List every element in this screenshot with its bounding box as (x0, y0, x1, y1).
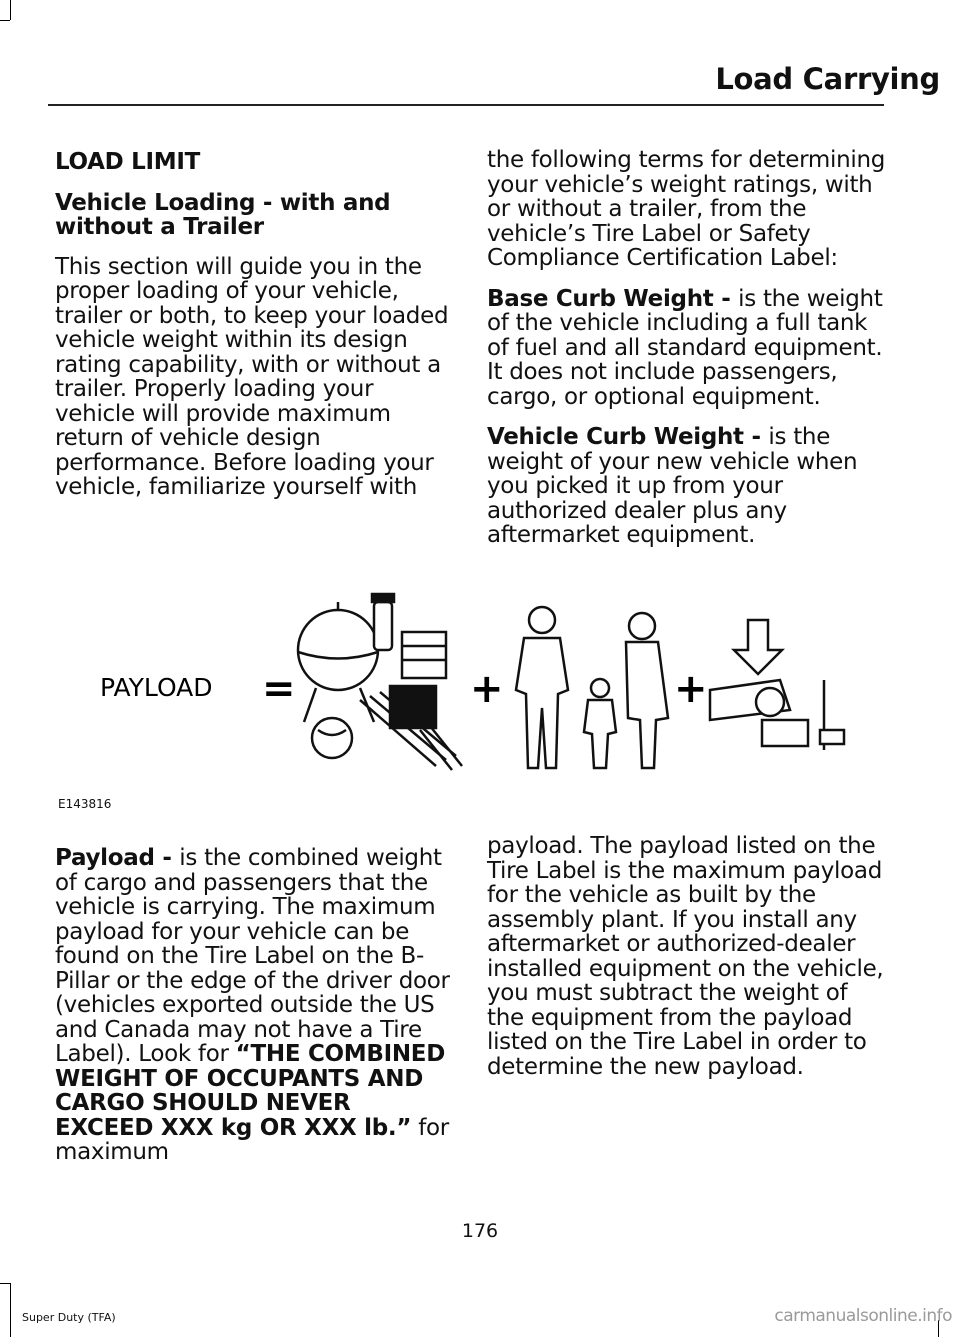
right-column-bottom (487, 834, 887, 1095)
figure-code: E143816 (58, 797, 112, 811)
intro-continued: the following terms for determining your vehicle’s weight ratings, with or without a trailer, from the vehicle’s Tire Label or Safety Compliance Certification Label: (487, 147, 886, 271)
crop-mark (10, 0, 11, 20)
intro-paragraph: This section will guide you in the proper loading of your vehicle, trailer or both, to keep your loaded vehicle weight within its design rating capability, with or without a trailer. Properly loading your vehicle will provide maximum return of vehicle design performance. Before loading your vehicle, familiarize yourself with (55, 253, 449, 500)
payload-definition-continued: payload. The payload listed on the Tire Label is the maximum payload for the vehicle as built by the assembly plant. If you install any aftermarket or authorized-dealer installed equipment on the vehicle, you must subtract the weight of the equipment from the payload listed on the Tire Label in order to determine the new payload. (487, 833, 884, 1080)
cargo-icon (298, 594, 462, 770)
page-header-title: Load Carrying (715, 62, 940, 96)
crop-mark (0, 20, 10, 21)
trailer-hitch-icon (710, 620, 844, 750)
definition-text: is the weight of the vehicle including a full tank of fuel and all standard equipment. It does not include passengers, cargo, or optional equipment. (487, 285, 883, 410)
left-column-bottom (55, 846, 455, 1181)
right-column-top (487, 148, 887, 564)
definition-text: is the weight of your new vehicle when you picked it up from your authorized dealer plus any aftermarket equipment. (487, 424, 858, 548)
payload-diagram (90, 590, 850, 780)
footer-watermark: carmanualsonline.info (774, 1306, 952, 1326)
page-number: 176 (461, 1220, 499, 1242)
payload-illustration (90, 590, 850, 780)
definition-tail: for maximum (55, 1114, 449, 1165)
vehicle-curb-weight-definition (487, 425, 887, 548)
section-subtitle: Vehicle Loading - with and without a Trailer (55, 189, 391, 240)
plus-sign: + (470, 666, 504, 712)
section-title: LOAD LIMIT (55, 149, 201, 175)
passengers-icon (516, 607, 668, 768)
crop-mark (10, 1283, 11, 1337)
header-divider (48, 104, 884, 106)
payload-definition (55, 846, 455, 1165)
left-column-top (55, 150, 455, 516)
base-curb-weight-definition (487, 287, 887, 410)
footer-model: Super Duty (TFA) (22, 1311, 116, 1324)
term: Base Curb Weight - (487, 285, 739, 312)
crop-mark (0, 1283, 10, 1284)
term: Payload - (55, 845, 180, 871)
payload-label: PAYLOAD (100, 673, 213, 702)
equals-sign: = (262, 666, 296, 712)
term: Vehicle Curb Weight - (487, 424, 769, 450)
definition-text: is the combined weight of cargo and passengers that the vehicle is carrying. The maximum payload for your vehicle can be found on the Tire Label on the B-Pillar or the edge of the driver door (vehicles exported outside the US and Canada may not have a Tire Label). Look for (55, 845, 450, 1067)
tire-label-quote: “THE COMBINED WEIGHT OF OCCUPANTS AND CARGO SHOULD NEVER EXCEED XXX kg OR XXX lb.” (55, 1041, 446, 1141)
plus-sign: + (674, 666, 708, 712)
